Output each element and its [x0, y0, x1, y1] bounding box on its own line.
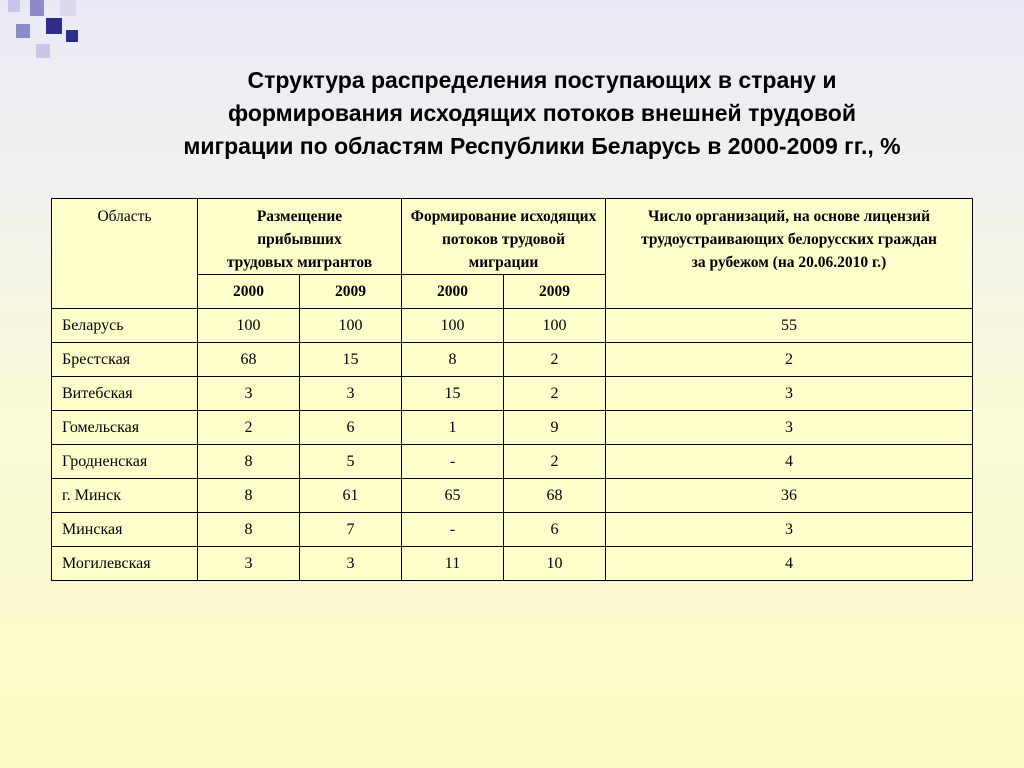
value-cell: 65	[402, 479, 504, 513]
header-year: 2009	[504, 275, 606, 309]
header-year: 2000	[198, 275, 300, 309]
title-line: миграции по областям Республики Беларусь в 2000-2009 гг., %	[183, 133, 901, 159]
deco-square	[30, 0, 44, 16]
decorative-squares	[0, 0, 110, 60]
table-row	[52, 547, 973, 581]
value-cell: 6	[504, 513, 606, 547]
value-cell: 2	[504, 343, 606, 377]
value-cell: 100	[198, 309, 300, 343]
value-cell: 2	[606, 343, 973, 377]
deco-square	[46, 18, 62, 34]
table-row	[52, 479, 973, 513]
table-row	[52, 343, 973, 377]
value-cell: 15	[402, 377, 504, 411]
value-cell: 2	[504, 377, 606, 411]
value-cell: 4	[606, 445, 973, 479]
value-cell: 7	[300, 513, 402, 547]
table-body	[52, 309, 973, 581]
table-row	[52, 513, 973, 547]
value-cell: 6	[300, 411, 402, 445]
value-cell: 11	[402, 547, 504, 581]
title-line: формирования исходящих потоков внешней трудовой	[228, 100, 856, 126]
value-cell: 68	[504, 479, 606, 513]
value-cell: 3	[198, 547, 300, 581]
header-year: 2000	[402, 275, 504, 309]
table-row	[52, 309, 973, 343]
value-cell: 100	[504, 309, 606, 343]
region-cell: Беларусь	[52, 309, 198, 343]
migration-table	[51, 198, 973, 581]
value-cell: 3	[300, 377, 402, 411]
value-cell: 36	[606, 479, 973, 513]
value-cell: 8	[402, 343, 504, 377]
value-cell: 8	[198, 445, 300, 479]
value-cell: 5	[300, 445, 402, 479]
table-row	[52, 445, 973, 479]
value-cell: 100	[300, 309, 402, 343]
value-cell: 55	[606, 309, 973, 343]
value-cell: 15	[300, 343, 402, 377]
value-cell: 1	[402, 411, 504, 445]
region-cell: Витебская	[52, 377, 198, 411]
deco-square	[16, 24, 30, 38]
region-cell: г. Минск	[52, 479, 198, 513]
table-row	[52, 377, 973, 411]
value-cell: 3	[606, 411, 973, 445]
value-cell: -	[402, 445, 504, 479]
value-cell: 68	[198, 343, 300, 377]
header-organizations: Число организаций, на основе лицензий трудоустраивающих белорусских граждан за рубежом (на 20.06.2010 г.)	[606, 199, 973, 309]
value-cell: 100	[402, 309, 504, 343]
header-year: 2009	[300, 275, 402, 309]
value-cell: 3	[300, 547, 402, 581]
value-cell: 61	[300, 479, 402, 513]
value-cell: -	[402, 513, 504, 547]
region-cell: Минская	[52, 513, 198, 547]
region-cell: Гомельская	[52, 411, 198, 445]
value-cell: 2	[198, 411, 300, 445]
value-cell: 3	[198, 377, 300, 411]
value-cell: 10	[504, 547, 606, 581]
value-cell: 2	[504, 445, 606, 479]
value-cell: 4	[606, 547, 973, 581]
region-cell: Могилевская	[52, 547, 198, 581]
slide-title	[40, 64, 1024, 163]
value-cell: 8	[198, 513, 300, 547]
deco-square	[36, 44, 50, 58]
region-cell: Гродненская	[52, 445, 198, 479]
deco-square	[66, 30, 78, 42]
header-formation: Формирование исходящих потоков трудовой миграции	[402, 199, 606, 275]
title-line: Структура распределения поступающих в страну и	[247, 67, 837, 93]
header-placement: Размещение прибывших трудовых мигрантов	[198, 199, 402, 275]
value-cell: 3	[606, 513, 973, 547]
value-cell: 3	[606, 377, 973, 411]
value-cell: 8	[198, 479, 300, 513]
deco-square	[60, 0, 76, 16]
header-region: Область	[52, 199, 198, 309]
region-cell: Брестская	[52, 343, 198, 377]
table-row	[52, 411, 973, 445]
header-row	[52, 199, 973, 275]
deco-square	[8, 0, 20, 12]
value-cell: 9	[504, 411, 606, 445]
